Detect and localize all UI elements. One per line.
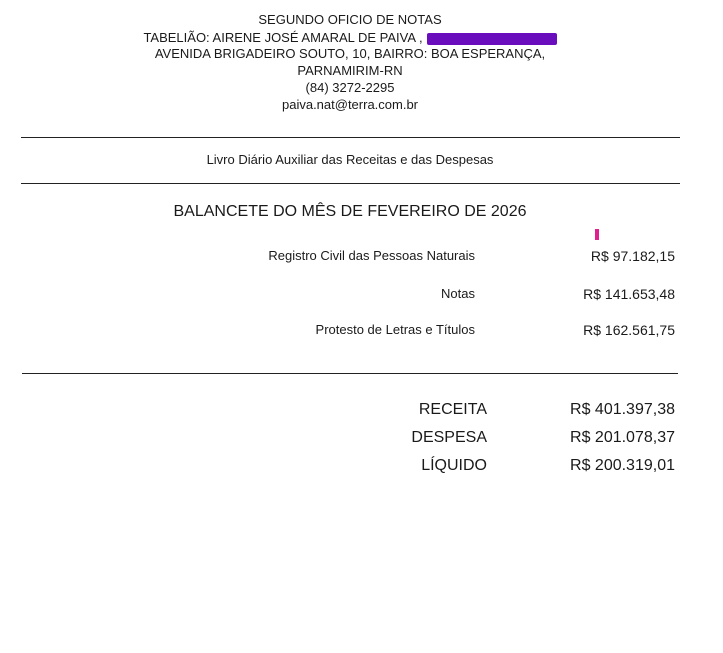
notary-line [0,30,700,46]
totals-divider [22,373,678,374]
item-value-registro-civil: R$ 97.182,15 [590,248,675,264]
redaction-mark [427,33,557,45]
notary-name: TABELIÃO: AIRENE JOSÉ AMARAL DE PAIVA , [143,30,423,45]
item-label-notas: Notas [441,286,475,301]
despesa-label: DESPESA [411,429,487,446]
item-label-protesto: Protesto de Letras e Títulos [315,322,475,337]
balance-title: BALANCETE DO MÊS DE FEVEREIRO DE 2026 [173,203,527,220]
email-line: paiva.nat@terra.com.br [281,97,419,112]
address-line: AVENIDA BRIGADEIRO SOUTO, 10, BAIRRO: BOA ESPERANÇA, [154,46,546,61]
top-divider [21,137,680,138]
receita-label: RECEITA [418,401,487,418]
city-line: PARNAMIRIM-RN [297,63,403,78]
receita-value: R$ 401.397,38 [570,401,675,418]
item-value-notas: R$ 141.653,48 [583,286,675,302]
liquido-value: R$ 200.319,01 [570,457,675,474]
office-name: SEGUNDO OFICIO DE NOTAS [258,12,442,27]
highlight-mark [595,229,599,240]
book-title: Livro Diário Auxiliar das Receitas e das Despesas [206,152,494,167]
item-label-registro-civil: Registro Civil das Pessoas Naturais [268,248,475,263]
liquido-label: LÍQUIDO [421,457,487,474]
despesa-value: R$ 201.078,37 [570,429,675,446]
item-value-protesto: R$ 162.561,75 [583,322,675,338]
phone-line: (84) 3272-2295 [305,80,395,95]
subtitle-divider [21,183,680,184]
